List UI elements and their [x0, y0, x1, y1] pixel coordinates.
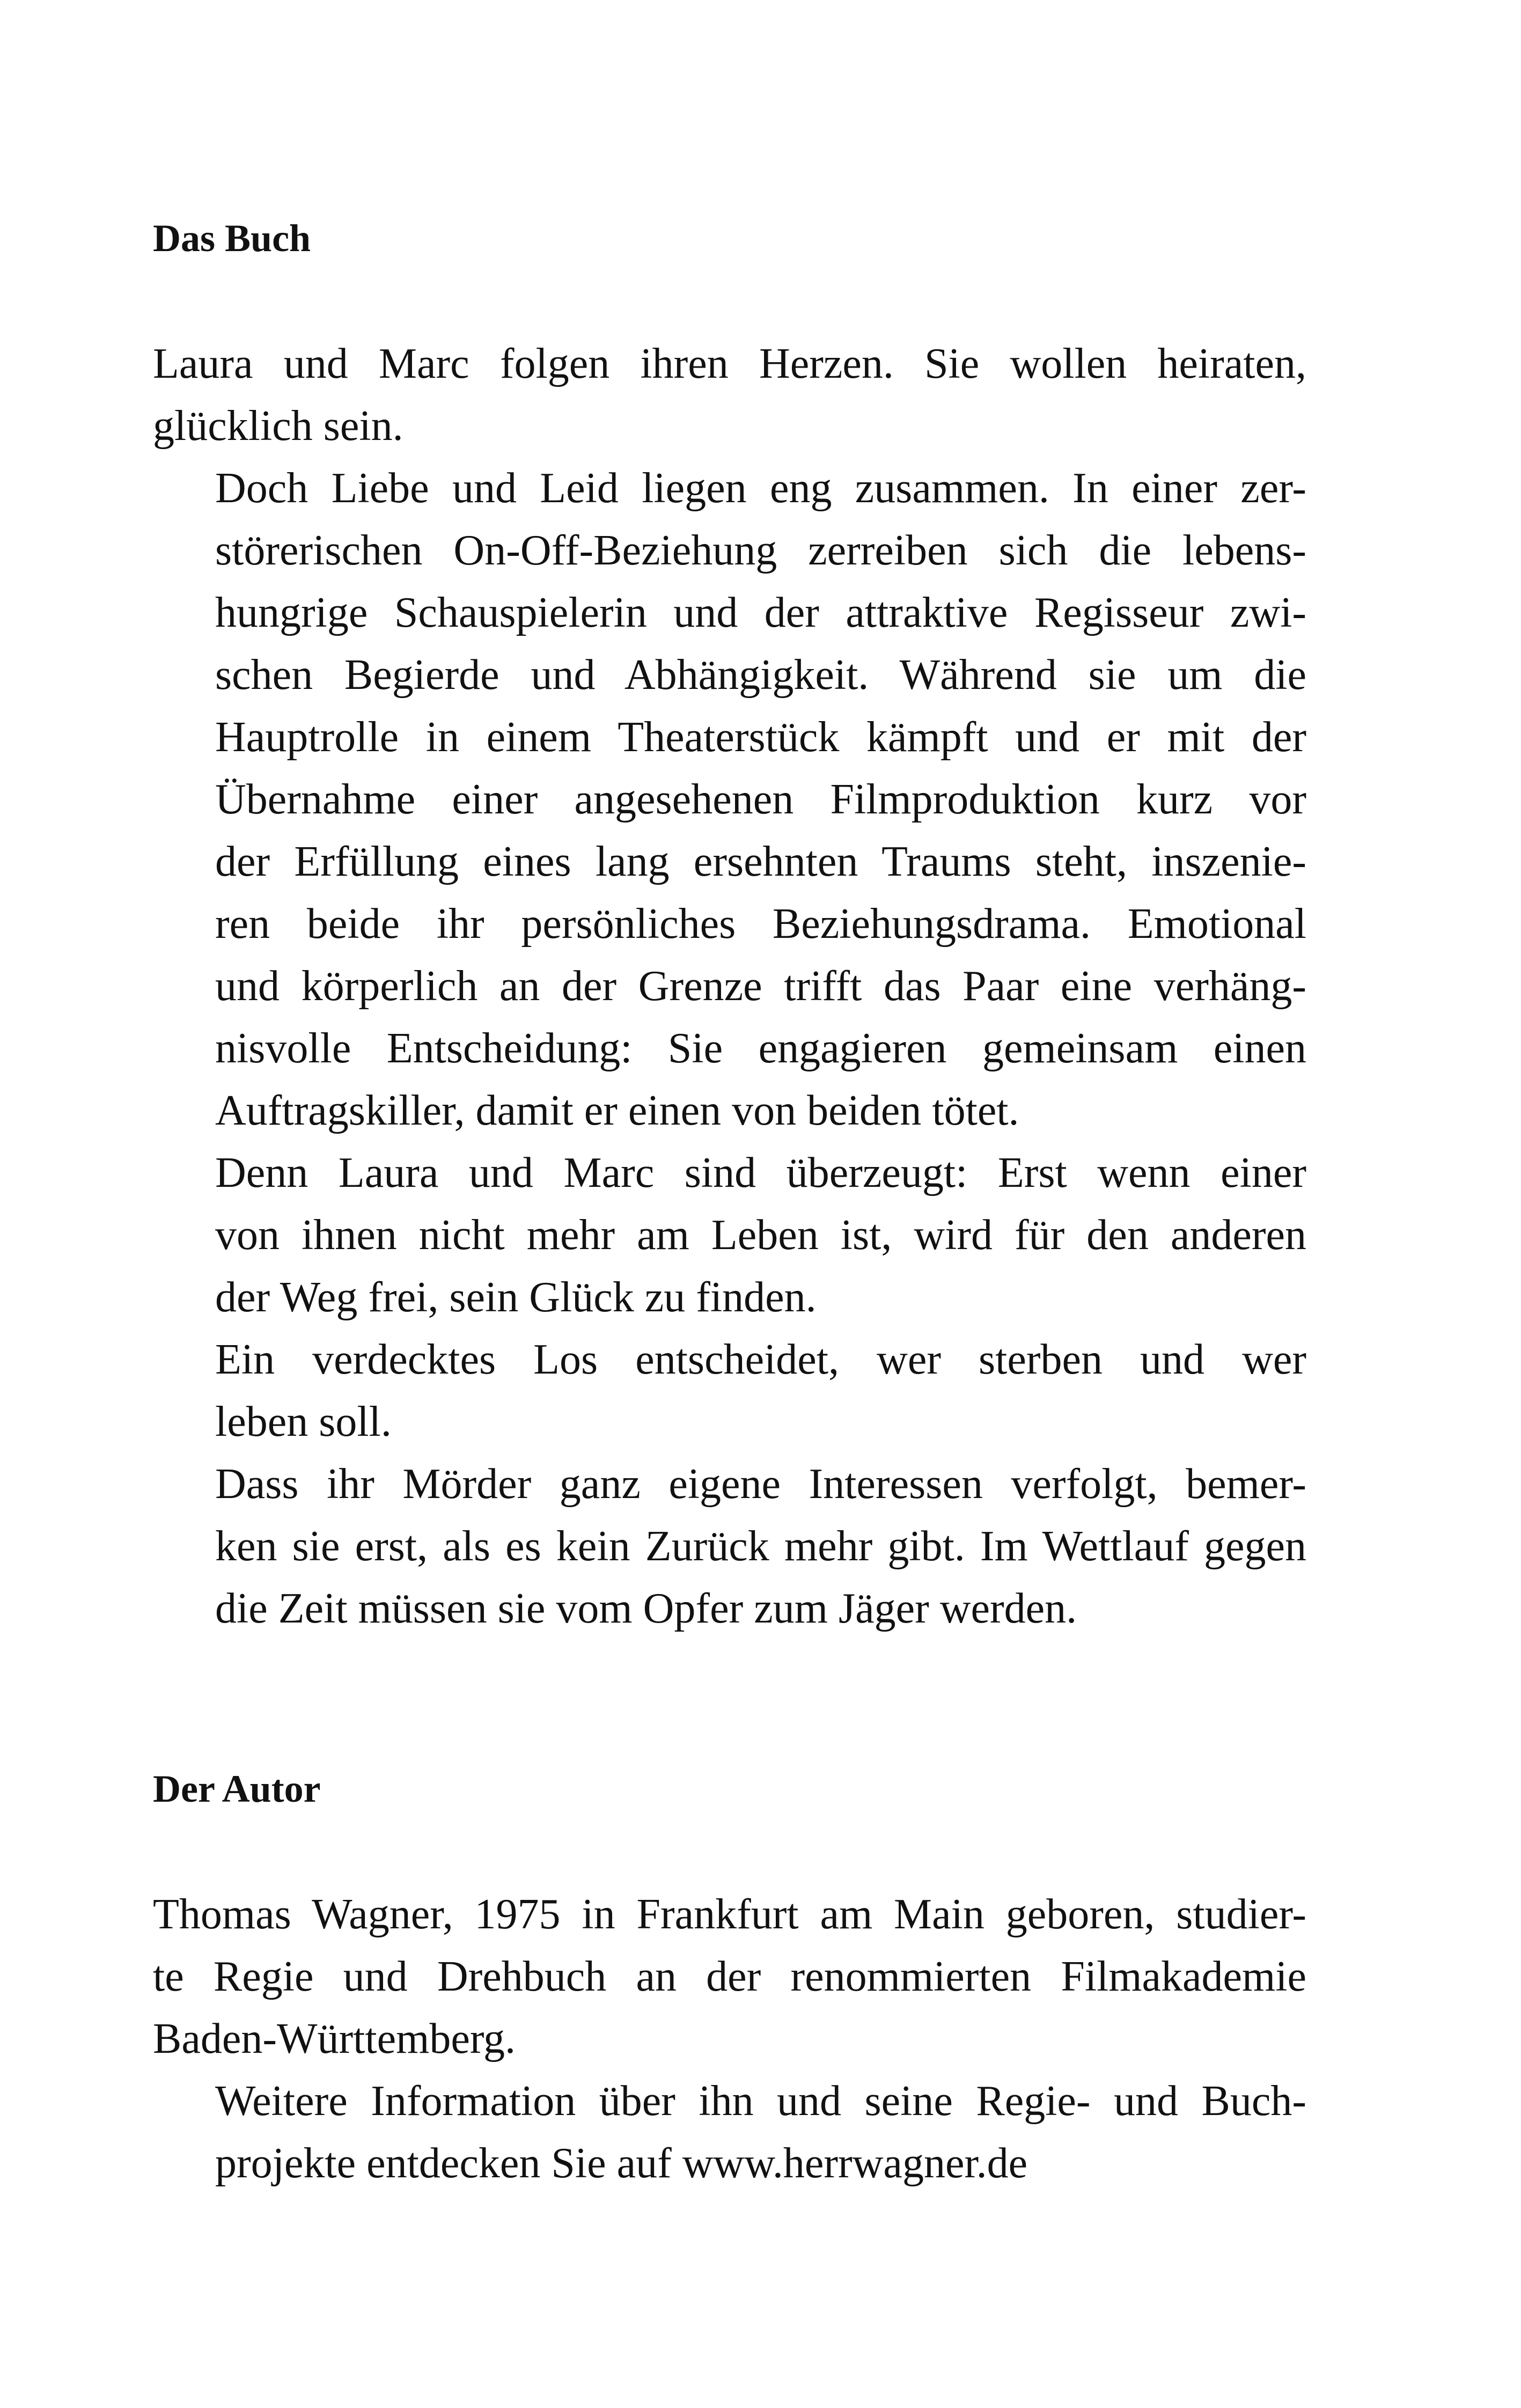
- text-line: Doch Liebe und Leid liegen eng zusammen. In einer zer-: [215, 465, 1306, 512]
- text-line: Weitere Information über ihn und seine Regie- und Buch-: [215, 2077, 1306, 2125]
- text-line: Ein verdecktes Los entscheidet, wer sterben und wer: [215, 1336, 1306, 1383]
- author-section-heading: Der Autor: [153, 1767, 321, 1810]
- text-line: Thomas Wagner, 1975 in Frankfurt am Main geboren, studier-: [153, 1891, 1306, 1938]
- text-line: Dass ihr Mörder ganz eigene Interessen verfolgt, bemer-: [215, 1460, 1306, 1508]
- paragraph: [153, 457, 1306, 1142]
- text-line: Auftragskiller, damit er einen von beiden tötet.: [215, 1087, 1019, 1134]
- author-website-line: projekte entdecken Sie auf www.herrwagner.de: [215, 2140, 1028, 2187]
- paragraph: [153, 1328, 1306, 1453]
- text-line: nisvolle Entscheidung: Sie engagieren gemeinsam einen: [215, 1025, 1306, 1072]
- text-line: schen Begierde und Abhängigkeit. Während sie um die: [215, 651, 1306, 699]
- book-section-heading: Das Buch: [153, 217, 311, 260]
- text-line: von ihnen nicht mehr am Leben ist, wird für den anderen: [215, 1212, 1306, 1259]
- text-line: die Zeit müssen sie vom Opfer zum Jäger werden.: [215, 1585, 1077, 1632]
- text-line: störerischen On-Off-Beziehung zerreiben sich die lebens-: [215, 527, 1306, 574]
- text-line: Denn Laura und Marc sind überzeugt: Erst wenn einer: [215, 1149, 1306, 1196]
- author-bio: [153, 1883, 1306, 2194]
- text-line: der Weg frei, sein Glück zu finden.: [215, 1274, 817, 1321]
- book-description: [153, 333, 1306, 1640]
- paragraph: [153, 1142, 1306, 1328]
- text-line: und körperlich an der Grenze trifft das Paar eine verhäng-: [215, 963, 1306, 1010]
- text-line: glücklich sein.: [153, 402, 403, 450]
- text-line: Übernahme einer angesehenen Filmproduktion kurz vor: [215, 776, 1306, 823]
- text-line: Hauptrolle in einem Theaterstück kämpft und er mit der: [215, 714, 1306, 761]
- paragraph: [153, 1453, 1306, 1640]
- text-line: ken sie erst, als es kein Zurück mehr gibt. Im Wettlauf gegen: [215, 1523, 1306, 1570]
- paragraph: [153, 1883, 1306, 2070]
- paragraph: [153, 2070, 1306, 2194]
- text-line: Baden-Württemberg.: [153, 2015, 516, 2062]
- text-line: Laura und Marc folgen ihren Herzen. Sie wollen heiraten,: [153, 340, 1306, 387]
- text-line: leben soll.: [215, 1398, 392, 1445]
- text-line: te Regie und Drehbuch an der renommierten Filmakademie: [153, 1953, 1306, 2000]
- text-line: ren beide ihr persönliches Beziehungsdrama. Emotional: [215, 900, 1306, 948]
- text-line: der Erfüllung eines lang ersehnten Traums steht, inszenie-: [215, 838, 1306, 885]
- text-line: hungrige Schauspielerin und der attraktive Regisseur zwi-: [215, 589, 1306, 636]
- paragraph: [153, 333, 1306, 457]
